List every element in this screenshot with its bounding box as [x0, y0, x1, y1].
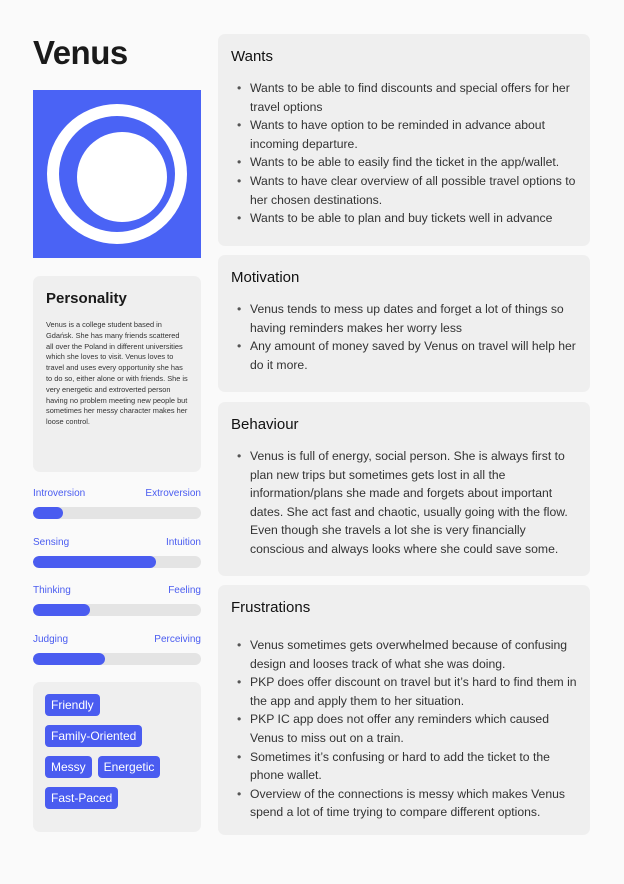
behaviour-card — [218, 402, 590, 576]
motivation-title: Motivation — [231, 269, 300, 286]
behaviour-title: Behaviour — [231, 416, 299, 433]
list-item: • Wants to be able to find discounts and special offers for her travel options — [231, 79, 577, 116]
tag-family-oriented: Family-Oriented — [45, 725, 142, 747]
trait-bar — [33, 556, 201, 568]
tags-card — [33, 682, 201, 832]
list-item: • Wants to be able to plan and buy tickets well in advance — [231, 209, 577, 228]
frustrations-list — [231, 636, 577, 822]
personality-text: Venus is a college student based in Gdańsk. She has many friends scattered all over the Poland in different universities which she loves to visit. Venus loves to travel and uses every opportunity she has to do so, either alone or with friends. She is very energetic and extroverted person having no problem meeting new people but sometimes her messy character makes her loose control. — [46, 320, 188, 427]
persona-name: Venus — [33, 34, 128, 71]
trait-right-label: Perceiving — [154, 633, 201, 645]
trait-bar-fill — [33, 507, 63, 519]
motivation-card — [218, 255, 590, 392]
list-item: • Venus is full of energy, social person. She is always first to plan new trips but sometimes gets lost in all the information/plans she made and forgets about important dates. She act fast and chaotic, usually going with the flow. Even though she travels a lot she is very financially conscious and always looks where she could save some. — [231, 447, 577, 559]
trait-left-label: Sensing — [33, 536, 70, 548]
tag-fast-paced: Fast-Paced — [45, 787, 118, 809]
wants-list — [231, 79, 577, 228]
wants-card — [218, 34, 590, 246]
trait-scale — [33, 585, 201, 634]
trait-scale — [33, 537, 201, 586]
trait-bar — [33, 604, 201, 616]
list-item: • PKP IC app does not offer any reminders which caused Venus to miss out on a train. — [231, 710, 577, 747]
venus-logo-icon — [47, 104, 187, 244]
trait-left-label: Thinking — [33, 585, 71, 596]
behaviour-list — [231, 447, 577, 559]
trait-scale — [33, 634, 201, 683]
list-item: • PKP does offer discount on travel but it’s hard to find them in the app and apply them to her situation. — [231, 673, 577, 710]
personality-card — [33, 276, 201, 472]
list-item: • Wants to be able to easily find the ticket in the app/wallet. — [231, 153, 577, 172]
motivation-list — [231, 300, 577, 374]
list-item: • Overview of the connections is messy which makes Venus spend a lot of time trying to compare different options. — [231, 785, 577, 822]
wants-title: Wants — [231, 48, 273, 65]
trait-bar-fill — [33, 556, 156, 568]
trait-bar — [33, 507, 201, 519]
trait-right-label: Extroversion — [145, 488, 201, 499]
tag-messy: Messy — [45, 756, 92, 778]
trait-scales — [33, 488, 201, 682]
trait-bar-fill — [33, 653, 105, 665]
frustrations-title: Frustrations — [231, 599, 311, 616]
frustrations-card — [218, 585, 590, 835]
list-item: • Venus sometimes gets overwhelmed because of confusing design and looses track of what she was doing. — [231, 636, 577, 673]
trait-left-label: Introversion — [33, 488, 86, 499]
tag-energetic: Energetic — [98, 756, 161, 778]
avatar — [33, 90, 201, 258]
tag-friendly: Friendly — [45, 694, 100, 716]
list-item: • Any amount of money saved by Venus on travel will help her do it more. — [231, 337, 577, 374]
trait-bar-fill — [33, 604, 90, 616]
list-item: • Venus tends to mess up dates and forget a lot of things so having reminders makes her worry less — [231, 300, 577, 337]
trait-bar — [33, 653, 201, 665]
personality-title: Personality — [46, 290, 127, 307]
trait-scale — [33, 488, 201, 537]
list-item: • Wants to have clear overview of all possible travel options to her chosen destinations. — [231, 172, 577, 209]
trait-left-label: Judging — [33, 633, 69, 645]
list-item: • Wants to have option to be reminded in advance about incoming departure. — [231, 116, 577, 153]
list-item: • Sometimes it’s confusing or hard to add the ticket to the phone wallet. — [231, 748, 577, 785]
trait-right-label: Feeling — [168, 585, 201, 596]
trait-right-label: Intuition — [165, 536, 201, 548]
